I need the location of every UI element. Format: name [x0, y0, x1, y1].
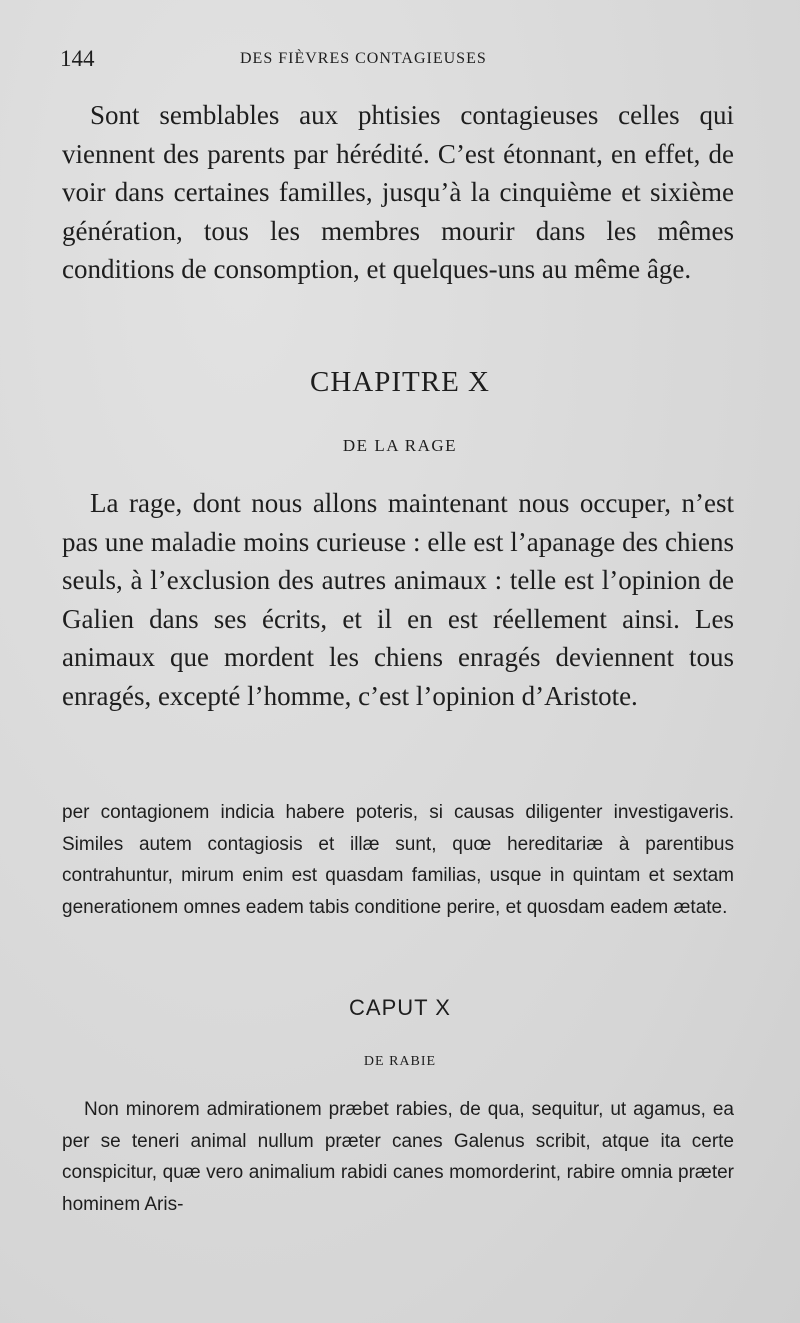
french-paragraph-1: Sont semblables aux phtisies contagieuses celles qui viennent des parents par hérédité. C’est étonnant, en effet, de voir dans certaines familles, jusqu’à la cinquième et sixième génération, tous les membres mourir dans les mêmes conditions de consomption, et quelques-uns au même âge. — [62, 100, 734, 284]
latin-chapter-title: CAPUT X — [349, 995, 451, 1020]
page-number: 144 — [60, 46, 95, 71]
french-chapter-title: CHAPITRE X — [310, 366, 490, 398]
page-header — [60, 46, 740, 76]
running-title: DES FIÈVRES CONTAGIEUSES — [240, 50, 487, 67]
latin-chapter-subtitle: DE RABIE — [363, 1054, 437, 1069]
latin-paragraph-1: per contagionem indicia habere poteris, si causas diligenter investigaveris. Similes autem contagiosis et illæ sunt, quœ hereditariæ à parentibus contrahuntur, mirum enim est quasdam familias, usque in quintam et sextam generationem omnes eadem tabis conditione perire, et quosdam eadem ætate. — [62, 802, 734, 918]
latin-paragraph-2: Non minorem admirationem præbet rabies, de qua, sequitur, ut agamus, ea per se teneri animal nullum præter canes Galenus scribit, atque ita certe conspicitur, quæ vero animalium rabidi canes momorderint, rabire omnia præter hominem Aris- — [62, 1099, 734, 1215]
french-chapter-subtitle: DE LA RAGE — [342, 436, 458, 455]
french-paragraph-2: La rage, dont nous allons maintenant nous occuper, n’est pas une maladie moins curieuse : elle est l’apanage des chiens seuls, à l’exclusion des autres animaux : telle est l’opinion de Galien dans ses écrits, et il en est réellement ainsi. Les animaux que mordent les chiens enragés deviennent tous enragés, excepté l’homme, c’est l’opinion d’Aristote. — [62, 488, 734, 711]
